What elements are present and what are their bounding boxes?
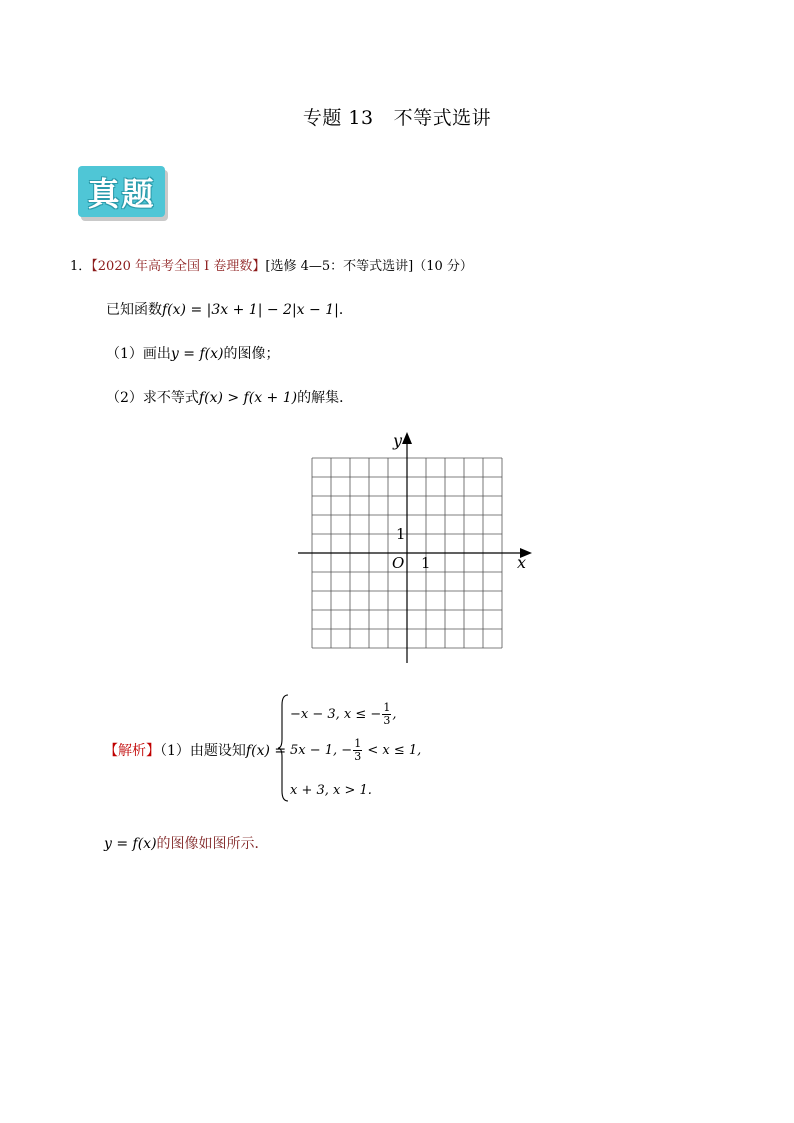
case2-denominator: 3 bbox=[354, 750, 362, 763]
section-badge-label: 真题 bbox=[87, 174, 156, 213]
premise-suffix: ． bbox=[338, 302, 353, 318]
part1-math: y = f(x) bbox=[170, 346, 224, 362]
question-part-1 bbox=[106, 343, 279, 363]
piecewise-case-3 bbox=[290, 783, 372, 798]
title-topic-number: 专题 13 bbox=[302, 107, 374, 129]
piecewise-brace-icon bbox=[278, 693, 290, 803]
case1-fraction bbox=[382, 702, 391, 727]
part1-suffix: 的图像； bbox=[223, 346, 280, 362]
conclusion-text: 的图像如图所示． bbox=[156, 836, 269, 852]
conclusion-math: y = f(x) bbox=[104, 836, 157, 852]
piecewise-case-2 bbox=[290, 738, 421, 763]
part2-prefix: （2）求不等式 bbox=[106, 390, 199, 406]
coordinate-grid-figure bbox=[292, 428, 542, 668]
piecewise-case-1 bbox=[290, 702, 396, 727]
case2-expr: 5x − 1, − bbox=[290, 743, 353, 758]
case1-expr: −x − 3, x ≤ − bbox=[290, 707, 382, 722]
question-points: （10 分） bbox=[413, 259, 473, 274]
solution-tag: 【解析】 bbox=[104, 743, 160, 759]
page-title bbox=[0, 103, 794, 130]
solution-conclusion bbox=[104, 833, 269, 853]
question-part-2 bbox=[106, 387, 353, 407]
x-unit-label: 1 bbox=[421, 554, 431, 572]
x-axis-label: x bbox=[517, 553, 527, 572]
case2-numerator: 1 bbox=[354, 737, 362, 750]
part1-prefix: （1）画出 bbox=[106, 346, 171, 362]
question-number: 1． bbox=[70, 259, 92, 274]
case1-tail: , bbox=[392, 707, 397, 722]
case3-expr: x + 3, x > 1. bbox=[290, 783, 372, 798]
solution-intro-text: （1）由题设知 bbox=[160, 743, 246, 759]
solution-intro bbox=[104, 740, 286, 760]
title-topic-name: 不等式选讲 bbox=[393, 107, 492, 129]
y-axis-label: y bbox=[393, 431, 403, 450]
question-source: 【2020 年高考全国 I 卷理数】 bbox=[91, 259, 266, 274]
solution-lhs: f(x) = bbox=[245, 743, 287, 759]
part2-suffix: 的解集． bbox=[297, 390, 354, 406]
question-category: [选修 4—5：不等式选讲] bbox=[265, 259, 414, 274]
origin-label: O bbox=[392, 554, 405, 572]
case2-fraction bbox=[353, 738, 362, 763]
section-badge bbox=[78, 166, 165, 217]
case2-tail: < x ≤ 1, bbox=[363, 743, 422, 758]
premise-function: f(x) = |3x + 1| − 2|x − 1| bbox=[162, 302, 339, 318]
y-axis-arrow-icon bbox=[402, 432, 412, 444]
part2-math: f(x) > f(x + 1) bbox=[198, 390, 298, 406]
premise-prefix: 已知函数 bbox=[106, 302, 162, 318]
question-1-heading bbox=[70, 255, 473, 274]
question-premise bbox=[106, 299, 353, 319]
y-unit-label: 1 bbox=[396, 525, 406, 543]
case1-denominator: 3 bbox=[383, 714, 391, 727]
case1-numerator: 1 bbox=[383, 701, 391, 714]
